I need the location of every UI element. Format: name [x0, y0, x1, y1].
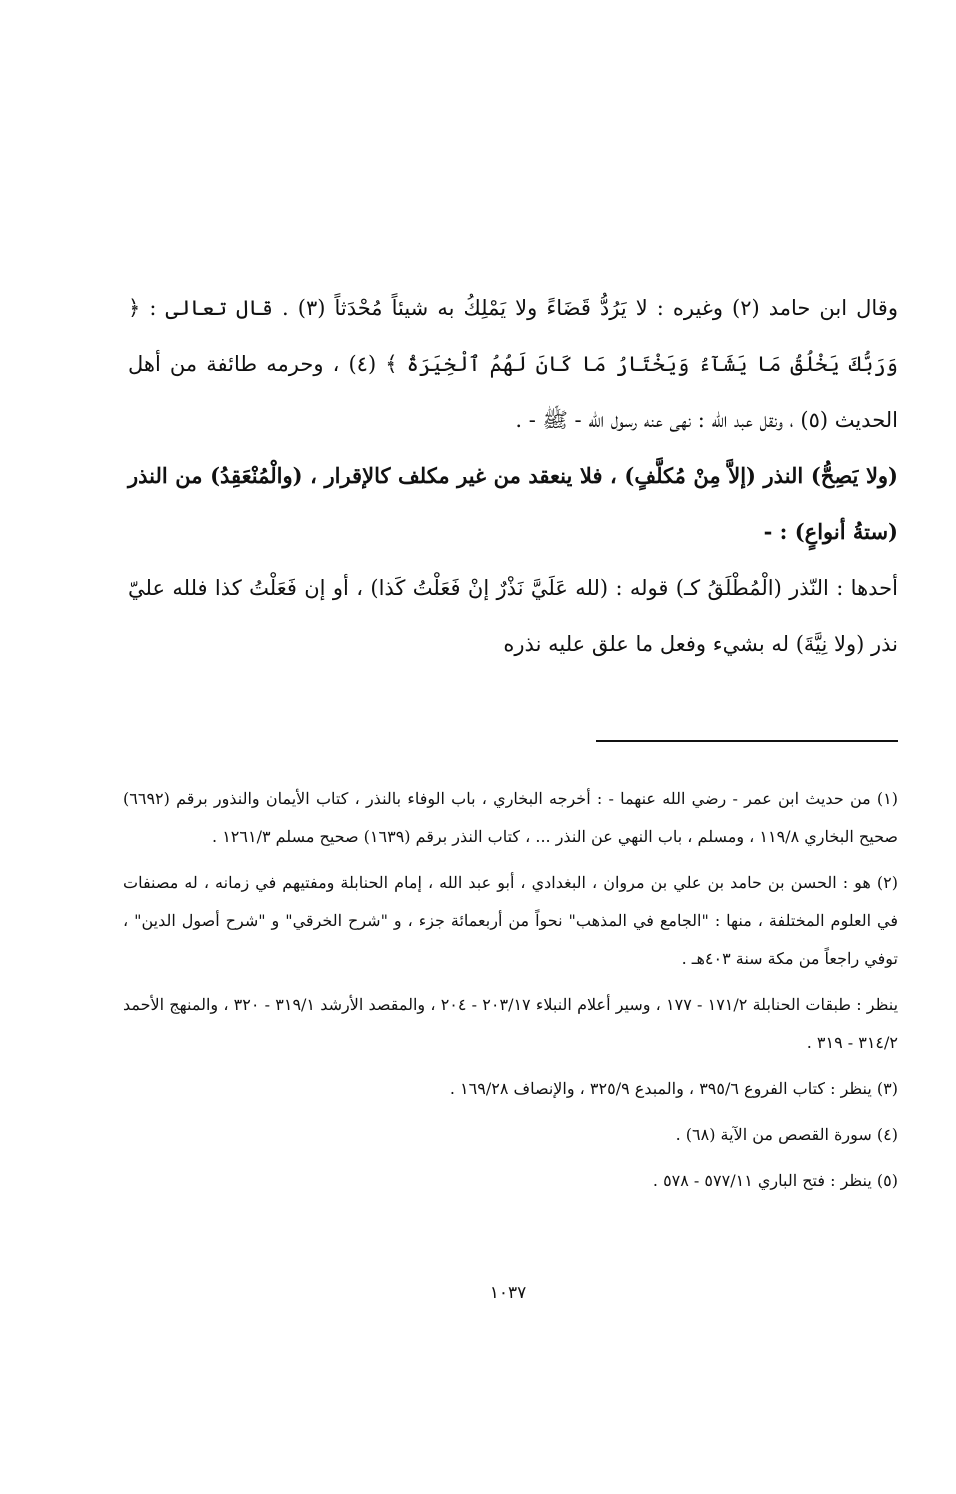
main-paragraph-1: وقال ابن حامد (٢) وغيره : لا يَرُدُّ قَضَاءً ولا يَمْلِكُ به شيئاً مُحْدَثاً (٣) . قال تعالى : ﴿ وَرَبُّكَ يَخْلُقُ مَا يَشَآءُ وَيَخْتَارُ مَا كَانَ لَهُمُ ٱلْخِيَرَةُ ﴾ (٤) ، وحرمه طائفة من أهل الحديث (٥) ، ونقل عبد الله : نهى عنه رسول الله - ﷺ - . [128, 296, 898, 432]
footnote-2-references: ينظر : طبقات الحنابلة ١٧١/٢ - ١٧٧ ، وسير أعلام النبلاء ٢٠٣/١٧ - ٢٠٤ ، والمقصد الأرشد ٣١٩/١ - ٣٢٠ ، والمنهج الأحمد ٣١٤/٢ - ٣١٩ . [123, 995, 899, 1052]
footnotes-block [123, 780, 898, 1208]
footnote-3: (٣) ينظر : كتاب الفروع ٣٩٥/٦ ، والمبدع ٣٢٥/٩ ، والإنصاف ١٦٩/٢٨ . [449, 1079, 898, 1098]
footnote-divider [596, 740, 898, 742]
footnote-4: (٤) سورة القصص من الآية (٦٨) . [675, 1125, 898, 1144]
main-text-block [128, 280, 898, 672]
page-number: ١٠٣٧ [489, 1283, 527, 1303]
footnote-1: (١) من حديث ابن عمر - رضي الله عنهما - : أخرجه البخاري ، باب الوفاء بالنذر ، كتاب الأيمان والنذور برقم (٦٦٩٢) صحيح البخاري ١١٩/٨ ، ومسلم ، باب النهي عن النذر ... ، كتاب النذر برقم (١٦٣٩) صحيح مسلم ١٢٦١/٣ . [123, 789, 898, 846]
main-paragraph-3: أحدها : النّذر (الْمُطْلَقُ كـ) قوله : (لله عَلَيَّ نَذْرٌ إنْ فَعَلْتُ كَذا) ، أو إن فَعَلْتُ كذا فلله عليّ نذر (ولا نِيَّةَ) له بشيء وفعل ما علق عليه نذره [128, 576, 898, 656]
footnote-2: (٢) هو : الحسن بن حامد بن علي بن مروان ، البغدادي ، أبو عبد الله ، إمام الحنابلة ومفتيهم في زمانه ، له مصنفات في العلوم المختلفة ، منها : "الجامع في المذهب" نحواً من أربعمائة جزء ، و "شرح الخرقي" و "شرح أصول الدين" ، توفي راجعاً من مكة سنة ٤٠٣هـ . [123, 873, 898, 968]
footnote-5: (٥) ينظر : فتح الباري ٥٧٧/١١ - ٥٧٨ . [652, 1171, 898, 1190]
main-paragraph-2: (ولا يَصِحُّ) النذر (إلاَّ مِنْ مُكلَّفٍ) ، فلا ينعقد من غير مكلف كالإقرار ، (والْمُنْعَقِدُ) من النذر (ستةُ أنواعٍ) : - [128, 463, 898, 544]
